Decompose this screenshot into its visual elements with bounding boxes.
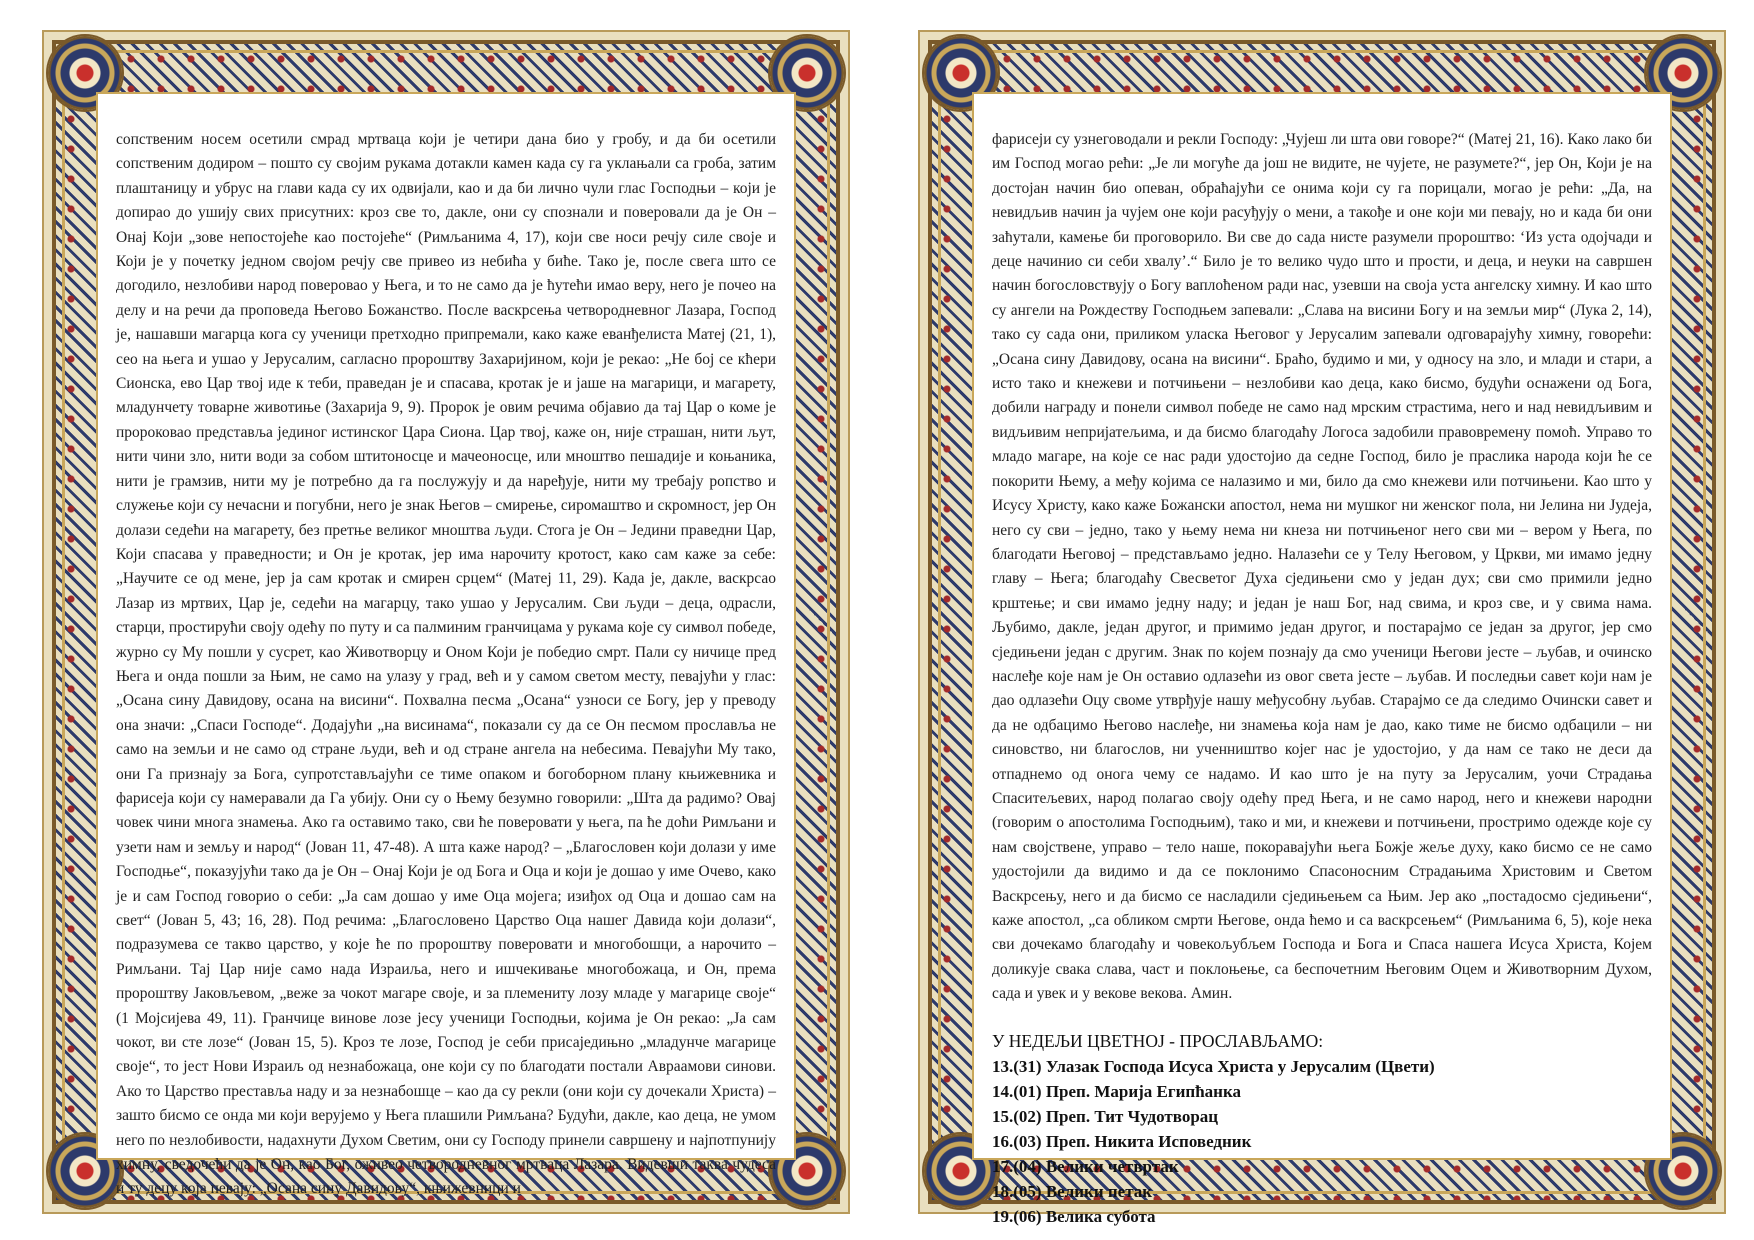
feast-item: 19.(06) Велика субота bbox=[992, 1206, 1156, 1226]
feast-item: 13.(31) Улазак Господа Исуса Христа у Јерусалим (Цвети) bbox=[992, 1056, 1435, 1076]
feast-item: 16.(03) Преп. Никита Исповедник bbox=[992, 1131, 1252, 1151]
feast-item: 18.(05) Велики петак bbox=[992, 1181, 1153, 1201]
body-text: фарисеји су узнеговодали и рекли Господу: „Чујеш ли шта ови говоре?“ (Матеј 21, 16). Како лако би им Господ могао рећи: „Је ли могуће да још не видите, не чујете, не разумете?“, јер Он, Који је на достојан начин био опеван, обраћајући се онима који су га порицали, могао је рећи: „Да, на невидљив начин ја чујем оне који расуђују о мени, а такође и оне који ми певају, но и када би они заћутали, камење би проговорило. Ви све до сада нисте разумели пророштво: ‘Из уста одојчади и деце начинио си себи хвалу’.“ Било је то велико чудо што и прости, и деца, и неуки на савршен начин богословствују о Богу ваплоћеном ради нас, узевши на своја уста ангелску химну. И као што су ангели на Рождеству Господњем запевали: „Слава на висини Богу и на земљи мир“ (Лука 2, 14), тако су сада они, приликом уласка Његовог у Јерусалим запевали одговарајућу химну, говорећи: „Осана сину Давидову, осана на висини“. Браћо, будимо и ми, у односу на зло, и млади и стари, а исто тако и кнежеви и потчињени – незлобиви као деца, како бисмо, будући оснажени од Бога, добили награду и понели символ победе не само над мрским страстима, него и над невидљивим и видљивим непријатељима, и да бисмо благодаћу Логоса задобили правовремену помоћ. Управо то младо магаре, на које се нас ради удостојио да седне Господ, било је праслика народа који ће се покорити Њему, а међу којима се налазимо и ми, било да смо кнежеви или потчињени. Као што у Исусу Христу, како каже Божански апостол, нема ни мушког ни женског пола, ни Јелина ни Јудеја, него су сви – једно, тако у њему нема ни кнеза ни потчињеног него сви ми – вером у Њега, по благодати Његовој – представљамо једно. Налазећи се у Телу Његовом, у Цркви, ми имамо једну главу – Њега; благодаћу Свесветог Духа сједињени смо у један дух; сви смо примили једно крштење; и сви имамо једну наду; и један је наш Бог, над свима, и кроз све, и у свима нама. Љубимо, дакле, један другог, и примимо један другог, и постарајмо се један за другог, јер смо сједињени један с другим. Знак по којем познају да смо ученици Његови јесте – љубав, и очинско наслеђе које нам је Он оставио одлазећи из овог света јесте – љубав. И последњи савет који нам је дао одлазећи Оцу своме утврђује нашу међусобну љубав. Старајмо се да следимо Очински савет и да не одбацимо Његово наслеђе, ни знамења која нам је дао, како тиме не бисмо одбацили – ни синовство, ни благослов, ни ученништво којег нас је удостојио, у да нам се тако не деси да отпаднемо од онога чему се надамо. И као што је на путу за Јерусалим, уочи Страдања Спаситељевих, народ полагао своју одећу пред Њега, и не само народ, него и кнежеви народни (говорим о апостолима Господњим), тако и ми, и кнежеви и потчињени, простримо одежде које су нам својствене, управо – тело наше, покоравајући њега Божје жеље духу, како бисмо се не само удостојили да видимо и да се поклонимо Спасоносним Страдањима Христовим и Светом Васкрсењу, него и да бисмо се насладили сједињењем са Њим. Јер ако „постадосмо сједињени“, каже апостол, „са обликом смрти Његове, онда ћемо и са васкрсењем“ (Римљанима 6, 5), које нека сви дочекамо благодаћу и човекољубљем Господа и Бога и Спаса нашега Исуса Христа, Којем доликује свака слава, част и поклоњење, са беспочетним Његовим Оцем и Животворним Духом, сада и увек и у векове векова. Амин. bbox=[992, 131, 1652, 1003]
feast-item: 17.(04) Велики четвртак bbox=[992, 1156, 1179, 1176]
body-text: сопственим носем осетили смрад мртваца који је четири дана био у гробу, и да би осетили сопственим додиром – пошто су својим рукама дотакли камен када су га уклањали са гроба, затим плаштаницу и убрус на глави када су их одвијали, као и да би лично чули глас Господњи – који је допирао до ушију свих присутних: кроз све то, дакле, они су спознали и поверовали да је Он – Онај Који „зове непостојеће као постојеће“ (Римљанима 4, 17), који све носи речју силе своје и Који је у почетку једном својом речју све привео из небића у биће. Тако је, после свега што се догодило, незлобиви народ поверовао у Њега, и то не само да је ћутећи имао веру, него је почео на делу и на речи да проповеда Његово Божанство. После васкрсења четвородневног Лазара, Господ је, нашавши магарца кога су ученици претходно припремали, како каже еванђелиста Матеј (21, 1), сео на њега и ушао у Јерусалим, сагласно пророштву Захаријином, који је рекао: „Не бој се кћери Сионска, ево Цар твој иде к теби, праведан је и спасава, кротак је и јаше на магарици, и магарету, младунчету товарне животиње (Захарија 9, 9). Пророк је овим речима објавио да тај Цар о коме је пророковао представља јединог истинског Цара Сиона. Цар твој, каже он, није страшан, нити љут, нити чини зло, нити води за собом штитоносце и мачеоносце, или мноштво пешадије и коњаника, нити је грамзив, нити му је потребно да га послужују и да наређује, нити му требају ропство и служење који су нечасни и погубни, него је знак Његов – смирење, сиромаштво и скромност, јер Он долази седећи на магарету, без претње великог мноштва људи. Стога је Он – Једини праведни Цар, Који спасава у праведности; и Он је кротак, јер има нарочиту кротост, како сам каже за себе: „Научите се од мене, јер ја сам кротак и смирен срцем“ (Матеј 11, 29). Када је, дакле, васкрсао Лазар из мртвих, Цар је, седећи на магарцу, тако ушао у Јерусалим. Сви људи – деца, одрасли, старци, простирући своју одећу по путу и са палминим гранчицама у рукама које су символ победе, журно су Му пошли у сусрет, као Животворцу и Оном Који је победио смрт. Пали су ничице пред Њега и онда пошли за Њим, не само на улазу у град, већ и у самом светом месту, певајући у глас: „Осана сину Давидову, осана на висини“. Похвална песма „Осана“ узноси се Богу, јер у преводу она значи: „Спаси Господе“. Додајући „на висинама“, показали су да се Он песмом прославља не само на земљи и не само од стране људи, већ и од стране ангела на небесима. Певајући Му тако, они Га признају за Бога, супротстављајући се тиме опаком и богоборном плану књижевника и фарисеја који су намеравали да Га убију. Они су о Њему безумно говорили: „Шта да радимо? Овај човек чини многа знамења. Ако га оставимо тако, сви ће поверовати у њега, па ће доћи Римљани и узети нам и земљу и народ“ (Јован 11, 47-48). А шта каже народ? – „Благословен који долази у име Господње“, показујући тако да је Он – Онај Који је од Бога и Оца и који је дошао у име Очево, како је и сам Господ говорио о себи: „Ја сам дошао у име Оца мојега; изиђох од Оца и дошао сам на свет“ (Јован 5, 43; 16, 28). Под речима: „Благословено Царство Оца нашег Давида који долази“, подразумева се такво царство, у које ће по пророштву поверовати и многобошци, а нарочито – Римљани. Тај Цар није само нада Израиља, него и ишчекивање многобожаца, и Он, према пророштву Јаковљевом, „веже за чокот магаре своје, и за племениту лозу младе у магарице своје“ (1 Мојсијева 49, 11). Гранчице винове лозе јесу ученици Господњи, којима је Он рекао: „Ја сам чокот, ви сте лозе“ (Јован 15, 5). Кроз те лозе, Господ је себи присаједињно „младунче магарице своје“, то јест Нови Израиљ од незнабожаца, оне који су по благодати постали Авраамови синови. Ако то Царство преставља наду и за незнабошце – као да су рекли (они који су дочекали Христа) – зашто бисмо се онда ми који верујемо у Њега плашили Римљана? Будући, дакле, као деца, не умом него по незлобивости, надахнути Духом Светим, они су Господу принели савршену и најпотпунију химну, сведочећи да је Он, као Бог, оживео четвородневног мртваца Лазара. Видевши таква чудеса и ту децу која певају: „Осана сину Давидову“, књижевници и bbox=[116, 131, 776, 1198]
feasts-list bbox=[992, 1054, 1652, 1229]
feast-item: 14.(01) Преп. Марија Египћанка bbox=[992, 1081, 1241, 1101]
feast-item: 15.(02) Преп. Тит Чудотворац bbox=[992, 1106, 1219, 1126]
left-page-content bbox=[96, 92, 796, 1198]
right-page bbox=[918, 30, 1726, 1226]
feasts-heading: У НЕДЕЉИ ЦВЕТНОЈ - ПРОСЛАВЉАМО: bbox=[992, 1030, 1324, 1051]
right-page-content bbox=[972, 92, 1672, 1226]
left-page bbox=[42, 30, 850, 1214]
